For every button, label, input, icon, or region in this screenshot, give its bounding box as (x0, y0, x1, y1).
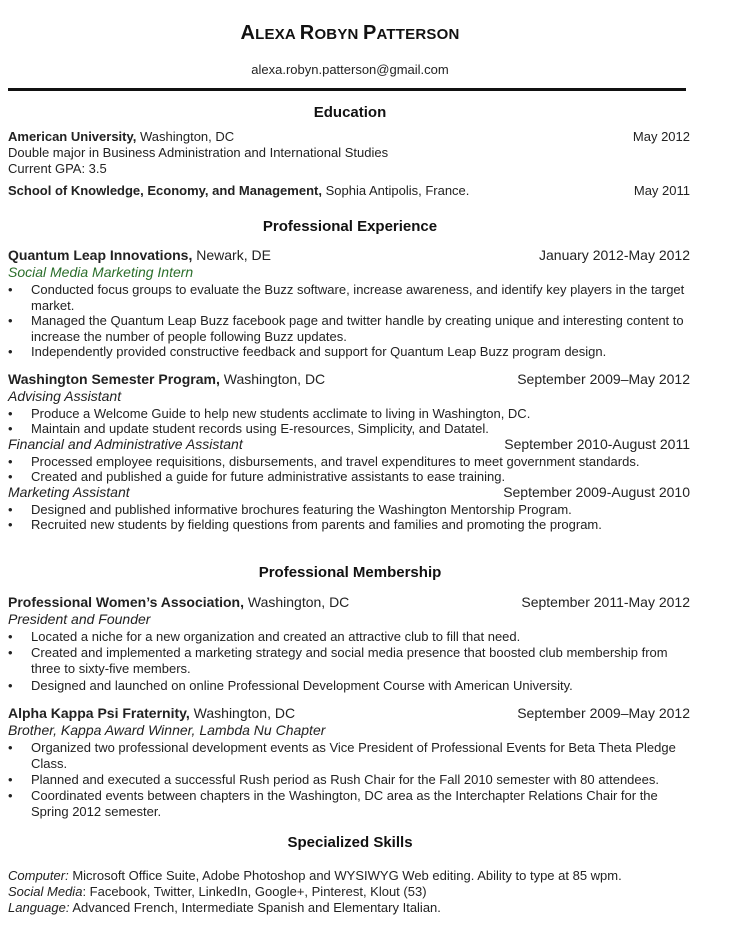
bullet-icon: • (8, 454, 13, 469)
bullet-icon: • (8, 645, 13, 660)
bullet-icon: • (8, 772, 13, 787)
school-line: School of Knowledge, Economy, and Management, Sophia Antipolis, France. May 2011 (8, 183, 690, 198)
bullet-item: • Managed the Quantum Leap Buzz facebook page and twitter handle by creating unique and interesting content to increase the number of people following Buzz updates. (8, 313, 684, 344)
job-role: Financial and Administrative Assistant September 2010-August 2011 (8, 436, 690, 452)
bullet-item: • Produce a Welcome Guide to help new students acclimate to living in Washington, DC. (8, 406, 531, 421)
skill-line: Language: Advanced French, Intermediate Spanish and Elementary Italian. (8, 900, 441, 915)
job-date: September 2009–May 2012 (517, 371, 690, 387)
header-divider (8, 88, 686, 91)
role-date: September 2010-August 2011 (504, 436, 690, 452)
membership-date: September 2009–May 2012 (517, 705, 690, 721)
bullet-icon: • (8, 678, 13, 693)
bullet-item: • Processed employee requisitions, disbursements, and travel expenditures to meet government standards. (8, 454, 640, 469)
bullet-item: • Created and published a guide for future administrative assistants to ease training. (8, 469, 506, 484)
bullet-icon: • (8, 469, 13, 484)
bullet-item: • Located a niche for a new organization and created an attractive club to fill that need. (8, 629, 521, 644)
bullet-icon: • (8, 421, 13, 436)
job-role: Social Media Marketing Intern (8, 264, 194, 280)
membership-date: September 2011-May 2012 (521, 594, 690, 610)
school-detail: Double major in Business Administration and International Studies (8, 145, 389, 160)
education-heading: Education (313, 104, 387, 121)
membership-header: Alpha Kappa Psi Fraternity, Washington, DC September 2009–May 2012 (8, 705, 690, 721)
bullet-item: • Designed and launched on online Professional Development Course with American University. (8, 678, 573, 693)
bullet-item: • Created and implemented a marketing strategy and social media presence that boosted club membership from three to sixty-five members. (8, 645, 668, 676)
membership-role: Brother, Kappa Award Winner, Lambda Nu Chapter (8, 722, 326, 738)
job-header: Washington Semester Program, Washington, DC September 2009–May 2012 (8, 371, 690, 387)
bullet-icon: • (8, 788, 13, 803)
bullet-item: • Coordinated events between chapters in the Washington, DC area as the Interchapter Relations Chair for the Spring 2012 semester. (8, 788, 658, 819)
bullet-item: • Recruited new students by fielding questions from parents and families and promoting the program. (8, 517, 602, 532)
bullet-icon: • (8, 740, 13, 755)
bullet-icon: • (8, 406, 13, 421)
skill-line: Social Media: Facebook, Twitter, LinkedIn, Google+, Pinterest, Klout (53) (8, 884, 427, 899)
school-line: American University, Washington, DC May 2012 (8, 129, 690, 144)
job-role: Marketing Assistant September 2009-August 2010 (8, 484, 690, 500)
bullet-item: • Planned and executed a successful Rush period as Rush Chair for the Fall 2010 semester with 80 attendees. (8, 772, 659, 787)
bullet-icon: • (8, 313, 13, 328)
school-date: May 2012 (632, 129, 690, 144)
email-address: alexa.robyn.patterson@gmail.com (251, 62, 449, 77)
membership-role: President and Founder (8, 611, 151, 627)
candidate-name: ALEXA ROBYN PATTERSON (240, 22, 460, 44)
bullet-icon: • (8, 282, 13, 297)
skills-heading: Specialized Skills (287, 834, 413, 851)
bullet-item: • Independently provided constructive feedback and support for Quantum Leap Buzz program design. (8, 344, 607, 359)
membership-header: Professional Women’s Association, Washington, DC September 2011-May 2012 (8, 594, 690, 610)
bullet-item: • Designed and published informative brochures featuring the Washington Mentorship Program. (8, 502, 572, 517)
role-date: September 2009-August 2010 (503, 484, 690, 500)
skill-line: Computer: Microsoft Office Suite, Adobe Photoshop and WYSIWYG Web editing. Ability to type at 85 wpm. (8, 868, 622, 883)
job-role: Advising Assistant (8, 388, 122, 404)
experience-heading: Professional Experience (262, 218, 438, 235)
school-detail: Current GPA: 3.5 (8, 161, 107, 176)
bullet-icon: • (8, 502, 13, 517)
bullet-item: • Organized two professional development events as Vice President of Professional Events for Beta Theta Pledge Class. (8, 740, 676, 771)
job-header: Quantum Leap Innovations, Newark, DE January 2012-May 2012 (8, 247, 690, 263)
bullet-item: • Conducted focus groups to evaluate the Buzz software, increase awareness, and identify key players in the target market. (8, 282, 685, 313)
bullet-item: • Maintain and update student records using E-resources, Simplicity, and Datatel. (8, 421, 489, 436)
membership-heading: Professional Membership (258, 564, 442, 581)
school-date: May 2011 (633, 183, 690, 198)
job-date: January 2012-May 2012 (539, 247, 690, 263)
bullet-icon: • (8, 629, 13, 644)
bullet-icon: • (8, 517, 13, 532)
bullet-icon: • (8, 344, 13, 359)
